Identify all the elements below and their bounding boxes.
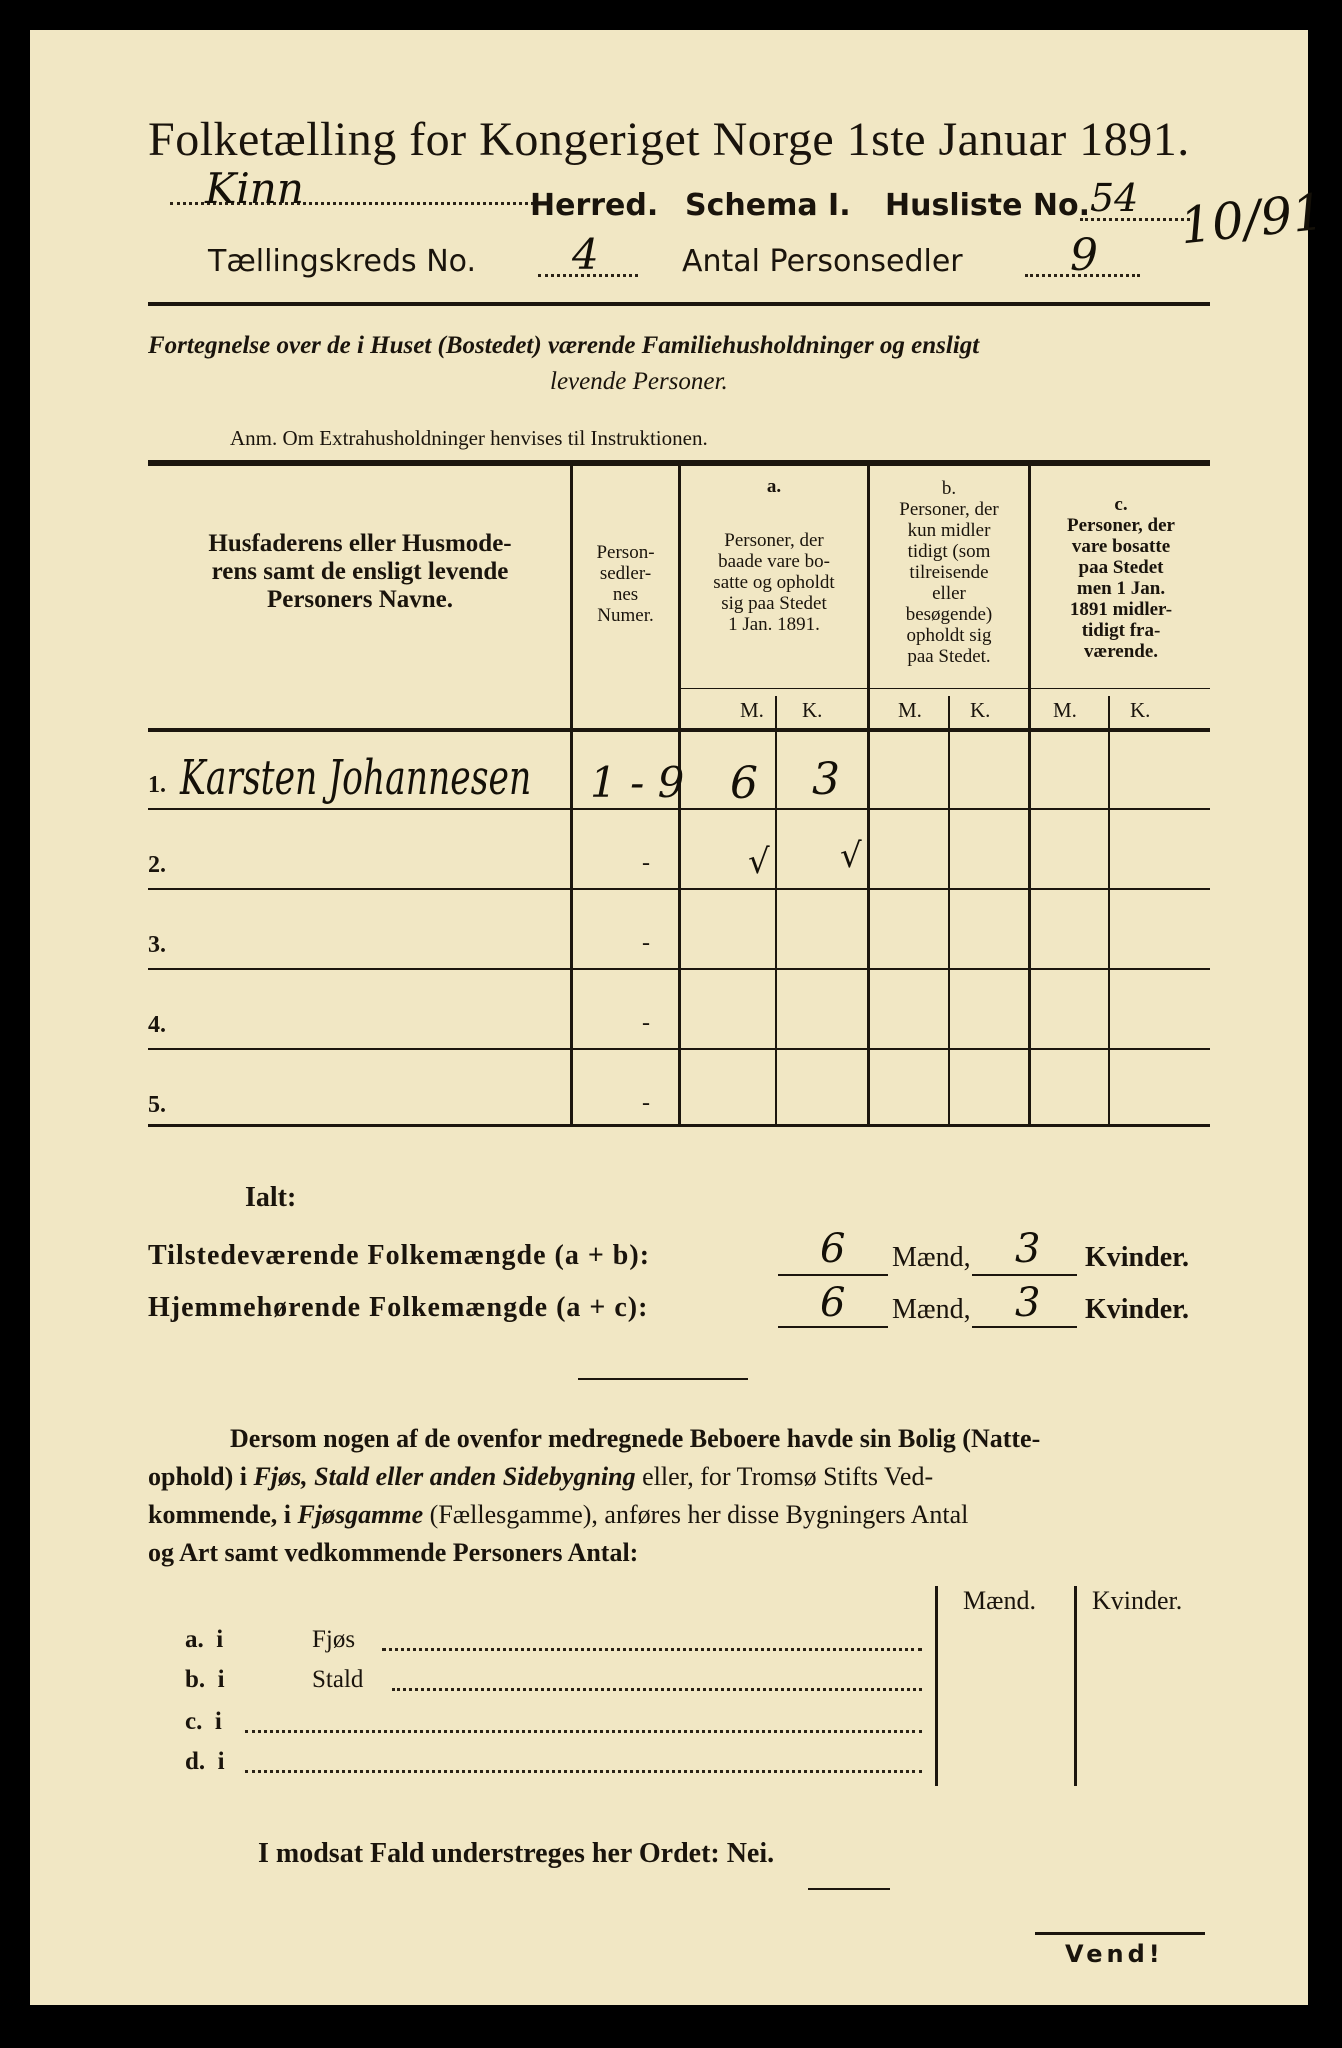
row-name: Karsten Johannesen [180, 750, 532, 806]
husliste-value: 54 [1090, 176, 1139, 220]
b-k-header: K. [970, 698, 991, 722]
tilstede-m-line [778, 1274, 888, 1276]
a-k-header: K. [802, 698, 823, 722]
section-divider [578, 1378, 748, 1380]
schema-label: Schema I. [685, 188, 851, 223]
hjemme-label: Hjemmehørende Folkemængde (a + c): [148, 1292, 649, 1323]
row-personsedler: 1 - 9 [590, 758, 685, 807]
c-header-l6: tidigt fra- [1081, 620, 1161, 641]
ialt-label: Ialt: [245, 1182, 297, 1213]
bottom-col-div-1 [935, 1586, 938, 1786]
herred-label: Herred. [530, 188, 659, 223]
num-header-l1: Person- [596, 542, 655, 563]
antal-label: Antal Personsedler [682, 244, 963, 279]
date-note: 10/91 [1177, 182, 1327, 256]
bottom-col-div-2 [1074, 1586, 1077, 1786]
p2-start: ophold) i [148, 1462, 254, 1491]
col-div-c-mk [1108, 696, 1110, 1126]
c-header-l4: men 1 Jan. [1076, 578, 1166, 599]
name-header-l3: Personers Navne. [266, 586, 454, 613]
tilstede-k-line [972, 1274, 1077, 1276]
intro-line2: levende Personer. [550, 368, 728, 395]
row-personsedler: - [642, 1090, 650, 1116]
item-c-dotline [245, 1730, 922, 1733]
row-personsedler: - [642, 930, 650, 956]
col-div-a-mk [775, 696, 777, 1126]
c-header-l3: paa Stedet [1078, 557, 1164, 578]
paragraph-line1: Dersom nogen af de ovenfor medregnede Beboere havde sin Bolig (Natte- [230, 1424, 1041, 1453]
c-header-l5: 1891 midler- [1069, 599, 1173, 620]
p3-italic: Fjøsgamme [297, 1500, 424, 1529]
row-number: 2. [148, 852, 166, 878]
item-a-letter: a. i [185, 1626, 224, 1653]
c-m-header: M. [1053, 698, 1077, 722]
row-personsedler: - [642, 1010, 650, 1036]
paragraph-line2 [148, 1462, 933, 1492]
row-rule-2 [148, 888, 1210, 890]
item-c-letter: c. i [185, 1708, 222, 1735]
row-number: 4. [148, 1012, 166, 1038]
antal-value: 9 [1070, 230, 1098, 281]
row-a-k: √ [840, 836, 862, 876]
b-m-header: M. [898, 698, 922, 722]
mk-header-rule [681, 688, 1210, 689]
kreds-value: 4 [572, 230, 599, 279]
paragraph-line4: og Art samt vedkommende Personers Antal: [148, 1538, 639, 1567]
num-header-l2: sedler- [599, 563, 652, 584]
row-a-m: √ [748, 842, 770, 882]
row-number: 3. [148, 932, 166, 958]
b-header-letter: b. [941, 478, 957, 499]
item-b-letter: b. i [185, 1666, 225, 1693]
a-header-l2: baade vare bo- [718, 551, 830, 572]
paragraph-line3 [148, 1500, 968, 1530]
name-col-header [155, 530, 565, 614]
b-header-l3: tidigt (som [907, 541, 991, 562]
tilstede-k-value: 3 [1015, 1226, 1041, 1272]
row-rule-4 [148, 1048, 1210, 1050]
form-title: Folketælling for Kongeriget Norge 1ste Januar 1891. [148, 113, 1190, 166]
vend-rule [1035, 1932, 1205, 1935]
tilstede-m-value: 6 [820, 1226, 846, 1272]
p2-italic: Fjøs, Stald eller anden Sidebygning [253, 1462, 636, 1491]
item-b-dotline [392, 1688, 922, 1691]
row-a-m: 6 [730, 758, 758, 809]
hjemme-maend: Mænd, [892, 1294, 971, 1325]
row-number: 5. [148, 1092, 166, 1118]
item-b-label: Stald [312, 1666, 364, 1693]
b-header-l1: Personer, der [899, 499, 999, 520]
table-bottom-rule [148, 1124, 1210, 1127]
hjemme-k-value: 3 [1015, 1280, 1041, 1326]
c-header-l1: Personer, der [1067, 515, 1175, 536]
header-rule [148, 302, 1210, 306]
modsat-note: I modsat Fald understreges her Ordet: Nei. [258, 1838, 775, 1869]
bottom-col-maend: Mænd. [963, 1586, 1036, 1615]
item-a-dotline [382, 1648, 922, 1651]
name-header-l1: Husfaderens eller Husmode- [208, 530, 512, 557]
c-header-letter: c. [1114, 494, 1128, 515]
item-a-label: Fjøs [312, 1626, 356, 1653]
tilstede-kvinder: Kvinder. [1085, 1242, 1189, 1273]
b-header-l8: paa Stedet. [907, 646, 991, 667]
row-number: 1. [148, 772, 166, 798]
hjemme-kvinder: Kvinder. [1085, 1294, 1189, 1325]
b-header-l4: tilreisende [909, 562, 989, 583]
b-col-header [870, 478, 1028, 667]
num-col-header [573, 542, 678, 626]
item-d-letter: d. i [185, 1748, 225, 1775]
row-rule-1 [148, 808, 1210, 810]
num-header-l4: Numer. [597, 605, 654, 626]
col-div-b-mk [948, 696, 950, 1126]
tilstede-maend: Mænd, [892, 1242, 971, 1273]
tilstede-label: Tilstedeværende Folkemængde (a + b): [148, 1240, 651, 1271]
num-header-l3: nes [612, 584, 639, 605]
hjemme-m-value: 6 [820, 1280, 846, 1326]
anm-note: Anm. Om Extrahusholdninger henvises til Instruktionen. [230, 426, 708, 450]
p3-start: kommende, i [148, 1500, 298, 1529]
a-col-header [681, 530, 867, 635]
c-header-l7: værende. [1083, 641, 1159, 662]
c-header-l2: vare bosatte [1071, 536, 1171, 557]
a-header-l5: 1 Jan. 1891. [728, 614, 820, 635]
husliste-label: Husliste No. [885, 188, 1090, 223]
a-header-l4: sig paa Stedet [721, 593, 827, 614]
p3-end: (Fællesgamme), anføres her disse Bygningers Antal [423, 1500, 969, 1529]
a-m-header: M. [740, 698, 764, 722]
row-personsedler: - [642, 850, 650, 876]
b-header-l6: besøgende) [905, 604, 993, 625]
a-header-l3: satte og opholdt [713, 572, 835, 593]
nei-underline [808, 1888, 890, 1890]
bottom-col-kvinder: Kvinder. [1092, 1586, 1183, 1615]
a-col-letter: a. [766, 476, 782, 497]
item-d-dotline [245, 1770, 922, 1773]
b-header-l2: kun midler [907, 520, 991, 541]
c-col-header [1031, 494, 1211, 662]
intro-line1: Fortegnelse over de i Huset (Bostedet) værende Familiehusholdninger og ensligt [148, 332, 980, 359]
hjemme-m-line [778, 1326, 888, 1328]
vend-label: Vend! [1065, 1940, 1164, 1968]
kreds-label: Tællingskreds No. [208, 244, 476, 279]
b-header-l7: opholdt sig [906, 625, 992, 646]
p2-end: eller, for Tromsø Stifts Ved- [635, 1462, 934, 1491]
row-rule-3 [148, 968, 1210, 970]
name-header-l2: rens samt de ensligt levende [211, 558, 509, 585]
b-header-l5: eller [932, 583, 966, 604]
herred-handwritten: Kinn [205, 164, 304, 213]
hjemme-k-line [972, 1326, 1077, 1328]
census-form-sheet [30, 30, 1327, 2005]
row-a-k: 3 [812, 754, 840, 805]
a-header-l1: Personer, der [724, 530, 824, 551]
c-k-header: K. [1130, 698, 1151, 722]
